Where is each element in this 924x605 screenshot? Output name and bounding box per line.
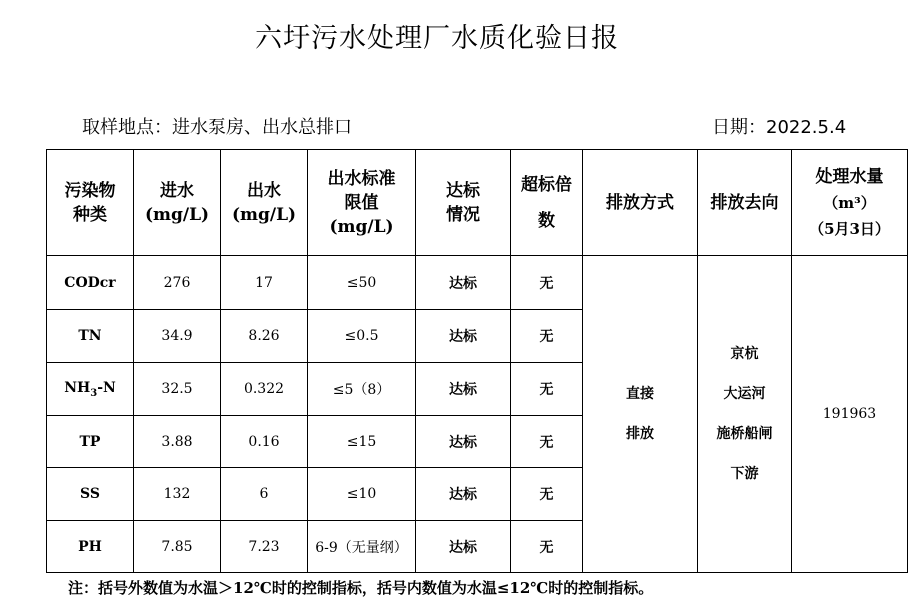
exceed-cell: 无 [511, 310, 583, 363]
pollutant-cell: PH [47, 521, 134, 573]
discharge-method-cell: 直接 排放 [583, 256, 698, 573]
footnote: 注：括号外数值为水温＞12℃时的控制指标，括号内数值为水温≤12℃时的控制指标。 [68, 579, 654, 597]
effluent-cell: 7.23 [221, 521, 308, 573]
header-effluent: 出水 (mg/L) [221, 150, 308, 256]
status-cell: 达标 [416, 363, 511, 416]
discharge-destination-cell: 京杭 大运河 施桥船闸 下游 [698, 256, 792, 573]
influent-cell: 34.9 [134, 310, 221, 363]
exceed-cell: 无 [511, 256, 583, 310]
sampling-location: 取样地点：进水泵房、出水总排口 [82, 117, 352, 138]
treated-volume-cell: 191963 [792, 256, 908, 573]
header-status: 达标 情况 [416, 150, 511, 256]
exceed-cell: 无 [511, 416, 583, 468]
influent-cell: 3.88 [134, 416, 221, 468]
pollutant-cell: TN [47, 310, 134, 363]
effluent-cell: 17 [221, 256, 308, 310]
header-discharge-destination: 排放去向 [698, 150, 792, 256]
pollutant-cell: SS [47, 468, 134, 521]
header-volume: 处理水量 （m³） （5月3日） [792, 150, 908, 256]
effluent-cell: 6 [221, 468, 308, 521]
pollutant-cell: TP [47, 416, 134, 468]
status-cell: 达标 [416, 521, 511, 573]
page-title: 六圩污水处理厂水质化验日报 [255, 23, 619, 54]
header-limit: 出水标准 限值 (mg/L) [308, 150, 416, 256]
table-row [47, 256, 908, 310]
exceed-cell: 无 [511, 468, 583, 521]
header-row [47, 150, 908, 256]
exceed-cell: 无 [511, 363, 583, 416]
water-quality-table [46, 149, 908, 573]
influent-cell: 7.85 [134, 521, 221, 573]
exceed-cell: 无 [511, 521, 583, 573]
header-discharge-method: 排放方式 [583, 150, 698, 256]
effluent-cell: 8.26 [221, 310, 308, 363]
limit-cell: ≤0.5 [308, 310, 416, 363]
limit-cell: ≤15 [308, 416, 416, 468]
status-cell: 达标 [416, 416, 511, 468]
effluent-cell: 0.322 [221, 363, 308, 416]
limit-cell: ≤10 [308, 468, 416, 521]
pollutant-cell: CODcr [47, 256, 134, 310]
influent-cell: 276 [134, 256, 221, 310]
report-date: 日期：2022.5.4 [712, 117, 847, 138]
influent-cell: 32.5 [134, 363, 221, 416]
header-influent: 进水 (mg/L) [134, 150, 221, 256]
pollutant-cell: $NH_3-N$ [47, 363, 134, 416]
limit-cell: 6-9（无量纲） [308, 521, 416, 573]
status-cell: 达标 [416, 310, 511, 363]
influent-cell: 132 [134, 468, 221, 521]
header-pollutant: 污染物 种类 [47, 150, 134, 256]
effluent-cell: 0.16 [221, 416, 308, 468]
limit-cell: ≤5（8） [308, 363, 416, 416]
status-cell: 达标 [416, 256, 511, 310]
header-exceed: 超标倍 数 [511, 150, 583, 256]
status-cell: 达标 [416, 468, 511, 521]
limit-cell: ≤50 [308, 256, 416, 310]
